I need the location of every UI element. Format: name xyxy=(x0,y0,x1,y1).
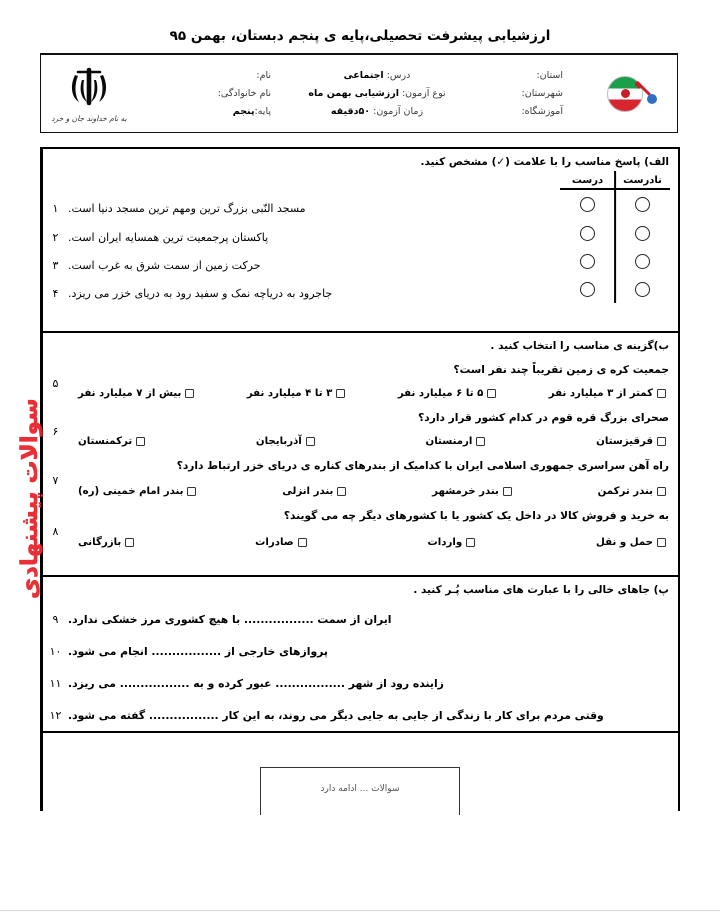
option-6-4[interactable] xyxy=(596,436,666,447)
student-info-fields xyxy=(137,55,277,132)
exam-type-value: ارزشیابی بهمن ماه xyxy=(308,88,399,99)
option-5-3[interactable] xyxy=(398,388,496,399)
true-false-table xyxy=(68,175,678,309)
cell-false-1[interactable] xyxy=(615,190,670,219)
wrench-icon xyxy=(635,80,657,106)
student-grade-field xyxy=(137,106,271,117)
checkbox-7-3[interactable] xyxy=(503,487,512,496)
option-8-4-label: حمل و نقل xyxy=(596,536,653,548)
question-7-text: راه آهن سراسری جمهوری اسلامی ایران با کدامیک از بندرهای کناره ی دریای خزر ارتباط دارد؟ xyxy=(176,460,669,472)
radio-true-3[interactable] xyxy=(580,254,595,269)
student-family-field[interactable]: نام خانوادگی: xyxy=(217,88,271,99)
section-c xyxy=(42,577,678,733)
radio-true-4[interactable] xyxy=(580,282,595,297)
section-a-heading: الف) پاسخ مناسب را با علامت (✓) مشخص کنید. xyxy=(420,156,669,168)
option-5-4[interactable] xyxy=(549,388,666,399)
radio-true-1[interactable] xyxy=(580,197,595,212)
checkbox-5-2[interactable] xyxy=(336,389,345,398)
option-8-1-label: بازرگانی xyxy=(78,536,122,548)
continued-numbers xyxy=(42,733,68,811)
option-6-3[interactable] xyxy=(426,436,486,447)
question-9-text: ایران از سمت ................. با هیچ کشوری مرز خشکی ندارد. xyxy=(68,612,392,626)
option-7-2-label: بندر انزلی xyxy=(282,485,334,497)
question-number: ۴ xyxy=(52,286,59,300)
option-6-2[interactable] xyxy=(256,436,315,447)
section-continued xyxy=(42,733,678,811)
cell-false-3[interactable] xyxy=(615,247,670,275)
option-8-3[interactable] xyxy=(428,537,476,548)
question-5-options xyxy=(68,383,678,407)
subject-field xyxy=(285,70,469,81)
option-8-4[interactable] xyxy=(596,537,666,548)
grade-value: پنجم xyxy=(232,106,255,117)
checkbox-6-2[interactable] xyxy=(306,437,315,446)
radio-true-2[interactable] xyxy=(580,226,595,241)
national-emblem-block xyxy=(41,55,137,132)
question-number: ۳ xyxy=(52,258,59,272)
cell-true-1[interactable] xyxy=(560,190,615,219)
question-10-text: پروازهای خارجی از ................. انجام می شود. xyxy=(68,644,328,658)
section-b-heading: ب)گزینه ی مناسب را انتخاب کنید . xyxy=(490,340,669,352)
exam-info-fields xyxy=(277,55,469,132)
statement-4: جاجرود به دریاچه نمک و سفید رود به دریای خزر می ریزد. xyxy=(68,286,333,300)
section-a xyxy=(42,149,678,333)
continued-note: سوالات ... ادامه دارد xyxy=(320,784,400,794)
question-number: ۱ xyxy=(52,202,59,215)
column-header-false: نادرست xyxy=(623,175,662,186)
checkbox-8-3[interactable] xyxy=(466,538,475,547)
checkbox-8-1[interactable] xyxy=(125,538,134,547)
checkbox-6-1[interactable] xyxy=(136,437,145,446)
student-name-field[interactable]: نام: xyxy=(256,70,271,81)
checkbox-7-4[interactable] xyxy=(657,487,666,496)
radio-false-4[interactable] xyxy=(635,282,650,297)
option-5-2-label: ۳ تا ۴ میلیارد نفر xyxy=(246,387,333,399)
option-7-2[interactable] xyxy=(282,486,346,497)
question-8-text: به خرید و فروش کالا در داخل یک کشور یا با کشورهای دیگر چه می گویند؟ xyxy=(283,510,669,522)
question-12-text: وقتی مردم برای کار با زندگی از جایی به جایی دیگر می روند، به این کار ................. گفته می شود. xyxy=(68,708,604,722)
option-6-3-label: ارمنستان xyxy=(425,435,473,447)
exam-type-field xyxy=(285,88,469,99)
checkbox-5-4[interactable] xyxy=(657,389,666,398)
checkbox-7-1[interactable] xyxy=(187,487,196,496)
section-c-heading: پ) جاهای خالی را با عبارت های مناسب پُـر کنید . xyxy=(413,584,669,596)
question-7-options xyxy=(68,481,678,505)
section-a-body xyxy=(68,149,678,331)
question-number: ۱۱ xyxy=(49,676,62,690)
section-c-body xyxy=(68,577,678,731)
grade-label: پایه: xyxy=(254,106,271,117)
radio-false-3[interactable] xyxy=(635,254,650,269)
emblem-caption: به نام خداوند جان و خرد xyxy=(51,113,127,123)
school-logo xyxy=(573,55,677,132)
question-number: ۲ xyxy=(52,230,59,244)
option-7-1[interactable] xyxy=(78,486,196,497)
option-5-1-label: بیش از ۷ میلیارد نفر xyxy=(78,387,182,399)
checkbox-7-2[interactable] xyxy=(337,487,346,496)
option-5-2[interactable] xyxy=(247,388,345,399)
option-5-1[interactable] xyxy=(78,388,194,399)
option-6-4-label: قرقیزستان xyxy=(596,435,653,447)
exam-body xyxy=(40,147,680,811)
cell-true-4[interactable] xyxy=(560,275,615,303)
question-number: ۱۰ xyxy=(49,644,62,658)
checkbox-5-1[interactable] xyxy=(185,389,194,398)
section-b-numbers xyxy=(42,333,68,575)
exam-duration-label: زمان آزمون: xyxy=(373,106,424,117)
cell-false-2[interactable] xyxy=(615,219,670,247)
checkbox-6-4[interactable] xyxy=(657,437,666,446)
page-title: ارزشیابی پیشرفت تحصیلی،پایه ی پنجم دبستان، بهمن ۹۵ xyxy=(169,28,551,44)
radio-false-2[interactable] xyxy=(635,226,650,241)
checkbox-8-4[interactable] xyxy=(657,538,666,547)
question-number: ۶ xyxy=(52,424,59,438)
section-b xyxy=(42,333,678,577)
option-7-4[interactable] xyxy=(598,486,666,497)
true-false-marks xyxy=(550,175,678,309)
option-5-3-label: ۵ تا ۶ میلیارد نفر xyxy=(397,387,484,399)
city-field[interactable]: شهرستان: xyxy=(521,88,563,99)
option-6-2-label: آذربایجان xyxy=(255,435,302,447)
true-false-statements xyxy=(68,175,550,309)
question-number: ۱۲ xyxy=(49,708,62,722)
cell-true-2[interactable] xyxy=(560,219,615,247)
school-field[interactable]: آموزشگاه: xyxy=(521,106,563,117)
radio-false-1[interactable] xyxy=(635,197,650,212)
section-b-body xyxy=(68,333,678,575)
true-false-rows xyxy=(560,190,670,303)
cell-false-4[interactable] xyxy=(615,275,670,303)
option-8-2[interactable] xyxy=(255,537,307,548)
option-8-1[interactable] xyxy=(78,537,134,548)
question-number: ۷ xyxy=(52,473,59,487)
option-7-3[interactable] xyxy=(432,486,512,497)
checkbox-5-3[interactable] xyxy=(487,389,496,398)
option-8-3-label: واردات xyxy=(427,536,463,548)
question-6-text: صحرای بزرگ قره قوم در کدام کشور قرار دارد؟ xyxy=(418,412,669,424)
school-info-fields xyxy=(469,55,573,132)
exam-type-label: نوع آزمون: xyxy=(401,88,446,99)
column-header-true: درست xyxy=(571,175,604,186)
sakhtkoshan-circular-logo xyxy=(585,54,665,134)
svg-text:sakhtkoshan.ir sakhtkoshan.ir xyxy=(585,54,588,56)
cell-true-3[interactable] xyxy=(560,247,615,275)
question-5-text: جمعیت کره ی زمین تقریباً چند نفر است؟ xyxy=(453,364,669,376)
option-5-4-label: کمتر از ۳ میلیارد نفر xyxy=(548,387,653,399)
iran-national-emblem-icon xyxy=(66,67,112,107)
province-field[interactable]: استان: xyxy=(536,70,563,81)
continued-box xyxy=(260,767,460,815)
column-divider xyxy=(614,171,616,303)
statement-1: مسجد النّبی بزرگ ترین ومهم ترین مسجد دنیا است. xyxy=(68,202,306,215)
option-7-3-label: بندر خرمشهر xyxy=(432,485,499,497)
question-11-text: زاینده رود از شهر ................. عبور کرده و به ................. می ریزد. xyxy=(68,676,444,690)
continued-body xyxy=(68,733,678,811)
exam-duration-value: ۵۰دقیقه xyxy=(330,106,371,117)
subject-value: اجتماعی xyxy=(343,70,384,81)
question-number: ۵ xyxy=(52,376,59,390)
watermark-text: سوالات پیشنهادی xyxy=(17,398,43,599)
statement-3: حرکت زمین از سمت شرق به غرب است. xyxy=(68,258,261,272)
question-6-options xyxy=(68,431,678,455)
option-6-1-label: ترکمنستان xyxy=(78,435,133,447)
option-6-1[interactable] xyxy=(78,436,145,447)
section-a-numbers xyxy=(42,149,68,331)
option-7-1-label: بندر امام خمینی (ره) xyxy=(78,485,184,497)
question-number: ۹ xyxy=(52,612,59,626)
statement-2: پاکستان پرجمعیت ترین همسایه ایران است. xyxy=(68,230,269,244)
checkbox-6-3[interactable] xyxy=(476,437,485,446)
section-c-numbers xyxy=(42,577,68,731)
exam-duration-field xyxy=(285,106,469,117)
exam-header xyxy=(40,53,678,133)
page-footer-rule xyxy=(0,910,720,911)
question-8-options xyxy=(68,531,678,557)
subject-label: درس: xyxy=(386,70,411,81)
option-7-4-label: بندر ترکمن xyxy=(597,485,653,497)
checkbox-8-2[interactable] xyxy=(298,538,307,547)
option-8-2-label: صادرات xyxy=(255,536,294,548)
question-number: ۸ xyxy=(52,524,59,538)
